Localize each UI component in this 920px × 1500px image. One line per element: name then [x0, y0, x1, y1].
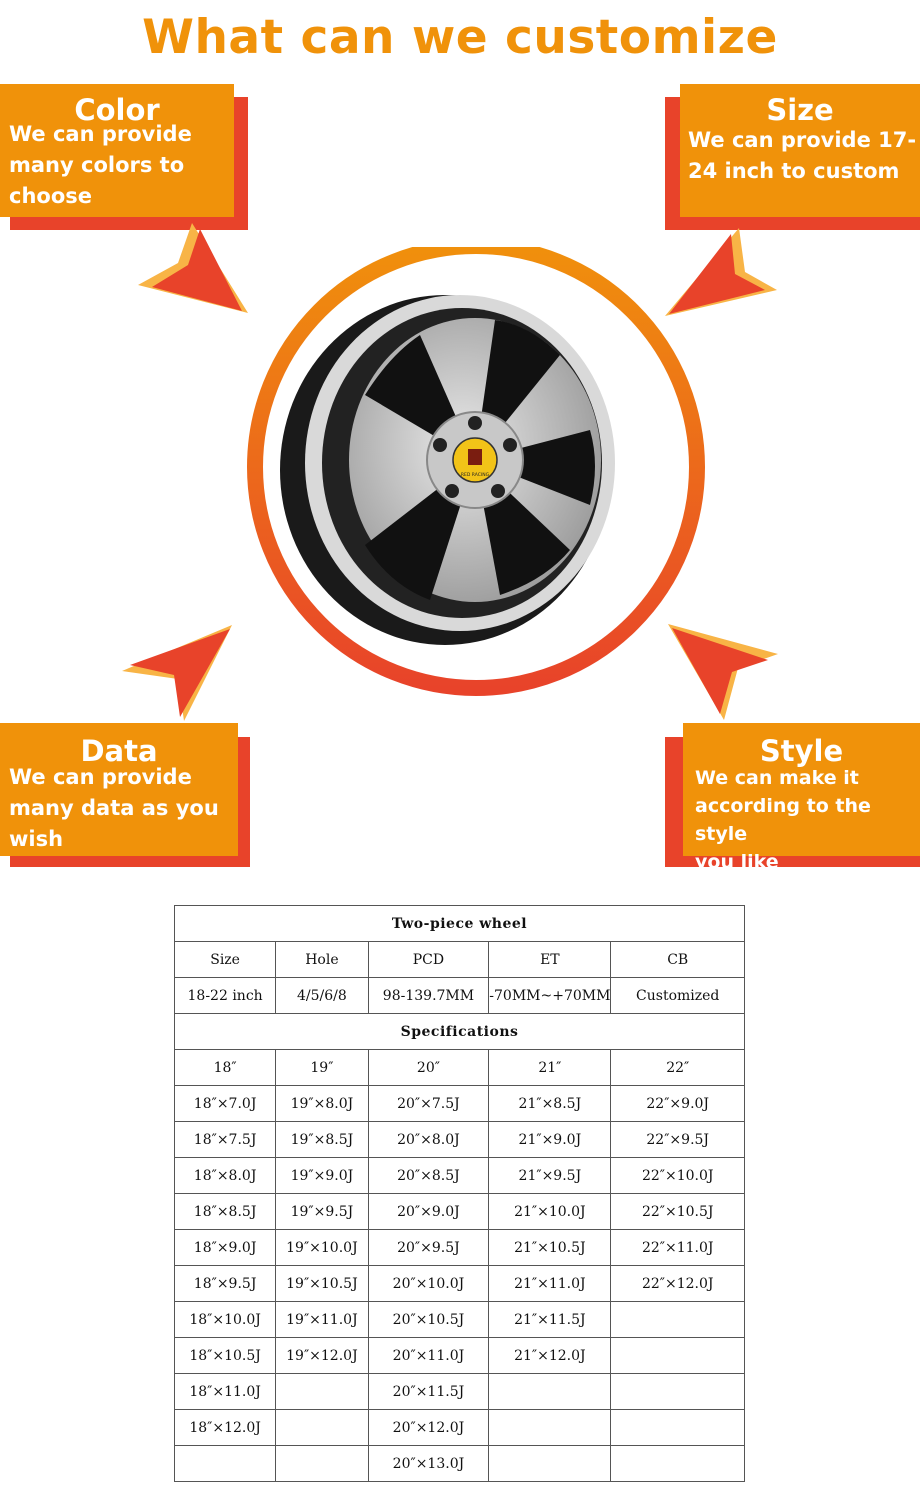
table-cell: 18″×7.0J — [175, 1086, 276, 1122]
size-heading: Size — [766, 93, 834, 127]
table-cell: 22″×9.0J — [611, 1086, 745, 1122]
table-cell: 22″×12.0J — [611, 1266, 745, 1302]
table-cell — [611, 1374, 745, 1410]
table-cell: 18″×12.0J — [175, 1410, 276, 1446]
table-cell — [489, 1374, 611, 1410]
spec-header-20: 20″ — [368, 1050, 489, 1086]
table-cell: 20″×8.5J — [368, 1158, 489, 1194]
data-desc-line: wish — [9, 827, 64, 851]
table-cell: 20″×10.5J — [368, 1302, 489, 1338]
table-row — [175, 1158, 745, 1194]
table-row — [175, 1194, 745, 1230]
table-header-size: Size — [175, 942, 276, 978]
table-title: Two-piece wheel — [175, 906, 745, 942]
table-header-et: ET — [489, 942, 611, 978]
table-cell: 20″×7.5J — [368, 1086, 489, 1122]
table-cell: 19″×11.0J — [276, 1302, 368, 1338]
style-desc-line: according to the style — [695, 795, 871, 845]
table-cell: 18″×7.5J — [175, 1122, 276, 1158]
table-cell: 18″×10.0J — [175, 1302, 276, 1338]
table-cell — [611, 1338, 745, 1374]
table-value-hole: 4/5/6/8 — [276, 978, 368, 1014]
table-cell: 22″×11.0J — [611, 1230, 745, 1266]
table-cell: 20″×11.5J — [368, 1374, 489, 1410]
table-cell: 22″×9.5J — [611, 1122, 745, 1158]
table-header-pcd: PCD — [368, 942, 489, 978]
spec-header-22: 22″ — [611, 1050, 745, 1086]
table-cell: 21″×10.0J — [489, 1194, 611, 1230]
table-cell: 22″×10.5J — [611, 1194, 745, 1230]
table-cell: 21″×9.0J — [489, 1122, 611, 1158]
table-cell — [276, 1446, 368, 1482]
spec-table — [174, 905, 745, 1482]
color-desc-line: many colors to — [9, 153, 185, 177]
table-cell: 20″×11.0J — [368, 1338, 489, 1374]
table-cell — [489, 1410, 611, 1446]
table-row — [175, 1374, 745, 1410]
data-desc-line: We can provide — [9, 765, 192, 789]
table-cell: 18″×8.0J — [175, 1158, 276, 1194]
table-cell: 19″×10.0J — [276, 1230, 368, 1266]
table-cell — [611, 1410, 745, 1446]
table-cell: 18″×9.5J — [175, 1266, 276, 1302]
table-value-cb: Customized — [611, 978, 745, 1014]
table-cell: 19″×9.0J — [276, 1158, 368, 1194]
table-value-pcd: 98-139.7MM — [368, 978, 489, 1014]
table-cell: 18″×10.5J — [175, 1338, 276, 1374]
style-desc-line: We can make it — [695, 767, 859, 789]
table-cell: 19″×12.0J — [276, 1338, 368, 1374]
table-row — [175, 1230, 745, 1266]
color-desc-line: We can provide — [9, 122, 192, 146]
table-row — [175, 1086, 745, 1122]
table-row — [175, 1302, 745, 1338]
table-row — [175, 1266, 745, 1302]
table-header-hole: Hole — [276, 942, 368, 978]
table-cell: 19″×9.5J — [276, 1194, 368, 1230]
table-cell: 21″×10.5J — [489, 1230, 611, 1266]
table-value-et: -70MM~+70MM — [489, 978, 611, 1014]
table-row — [175, 1410, 745, 1446]
table-cell — [276, 1374, 368, 1410]
spec-header-18: 18″ — [175, 1050, 276, 1086]
style-heading: Style — [759, 734, 844, 768]
arrow-top-left-icon — [130, 215, 250, 315]
page-title: What can we customize — [142, 10, 778, 65]
table-cell: 19″×8.5J — [276, 1122, 368, 1158]
wheel-image — [270, 295, 650, 655]
table-cell: 18″×11.0J — [175, 1374, 276, 1410]
spec-header-19: 19″ — [276, 1050, 368, 1086]
spec-header-21: 21″ — [489, 1050, 611, 1086]
table-cell: 19″×10.5J — [276, 1266, 368, 1302]
table-cell: 21″×11.0J — [489, 1266, 611, 1302]
table-row — [175, 1338, 745, 1374]
size-desc-line: 24 inch to custom — [688, 159, 900, 183]
table-cell: 18″×8.5J — [175, 1194, 276, 1230]
table-row — [175, 1446, 745, 1482]
table-cell: 20″×12.0J — [368, 1410, 489, 1446]
table-cell: 21″×9.5J — [489, 1158, 611, 1194]
table-cell — [611, 1302, 745, 1338]
size-desc-line: We can provide 17- — [688, 128, 917, 152]
table-cell: 20″×10.0J — [368, 1266, 489, 1302]
spec-title: Specifications — [175, 1014, 745, 1050]
data-heading: Data — [80, 734, 158, 768]
table-cell — [276, 1410, 368, 1446]
table-value-size: 18-22 inch — [175, 978, 276, 1014]
arrow-bottom-left-icon — [118, 625, 238, 723]
table-cell: 21″×11.5J — [489, 1302, 611, 1338]
table-cell: 20″×13.0J — [368, 1446, 489, 1482]
table-cell: 21″×12.0J — [489, 1338, 611, 1374]
table-cell: 20″×8.0J — [368, 1122, 489, 1158]
table-header-cb: CB — [611, 942, 745, 978]
table-cell — [611, 1446, 745, 1482]
data-desc-line: many data as you — [9, 796, 219, 820]
table-cell: 22″×10.0J — [611, 1158, 745, 1194]
table-cell: 19″×8.0J — [276, 1086, 368, 1122]
table-cell — [489, 1446, 611, 1482]
table-row — [175, 1122, 745, 1158]
table-cell: 18″×9.0J — [175, 1230, 276, 1266]
color-heading: Color — [74, 93, 160, 127]
wheel-badge-text: RED RACING — [460, 473, 490, 478]
table-cell: 20″×9.0J — [368, 1194, 489, 1230]
table-cell — [175, 1446, 276, 1482]
style-desc-line: you like — [695, 851, 779, 873]
color-desc-line: choose — [9, 184, 92, 208]
table-cell: 20″×9.5J — [368, 1230, 489, 1266]
table-cell: 21″×8.5J — [489, 1086, 611, 1122]
